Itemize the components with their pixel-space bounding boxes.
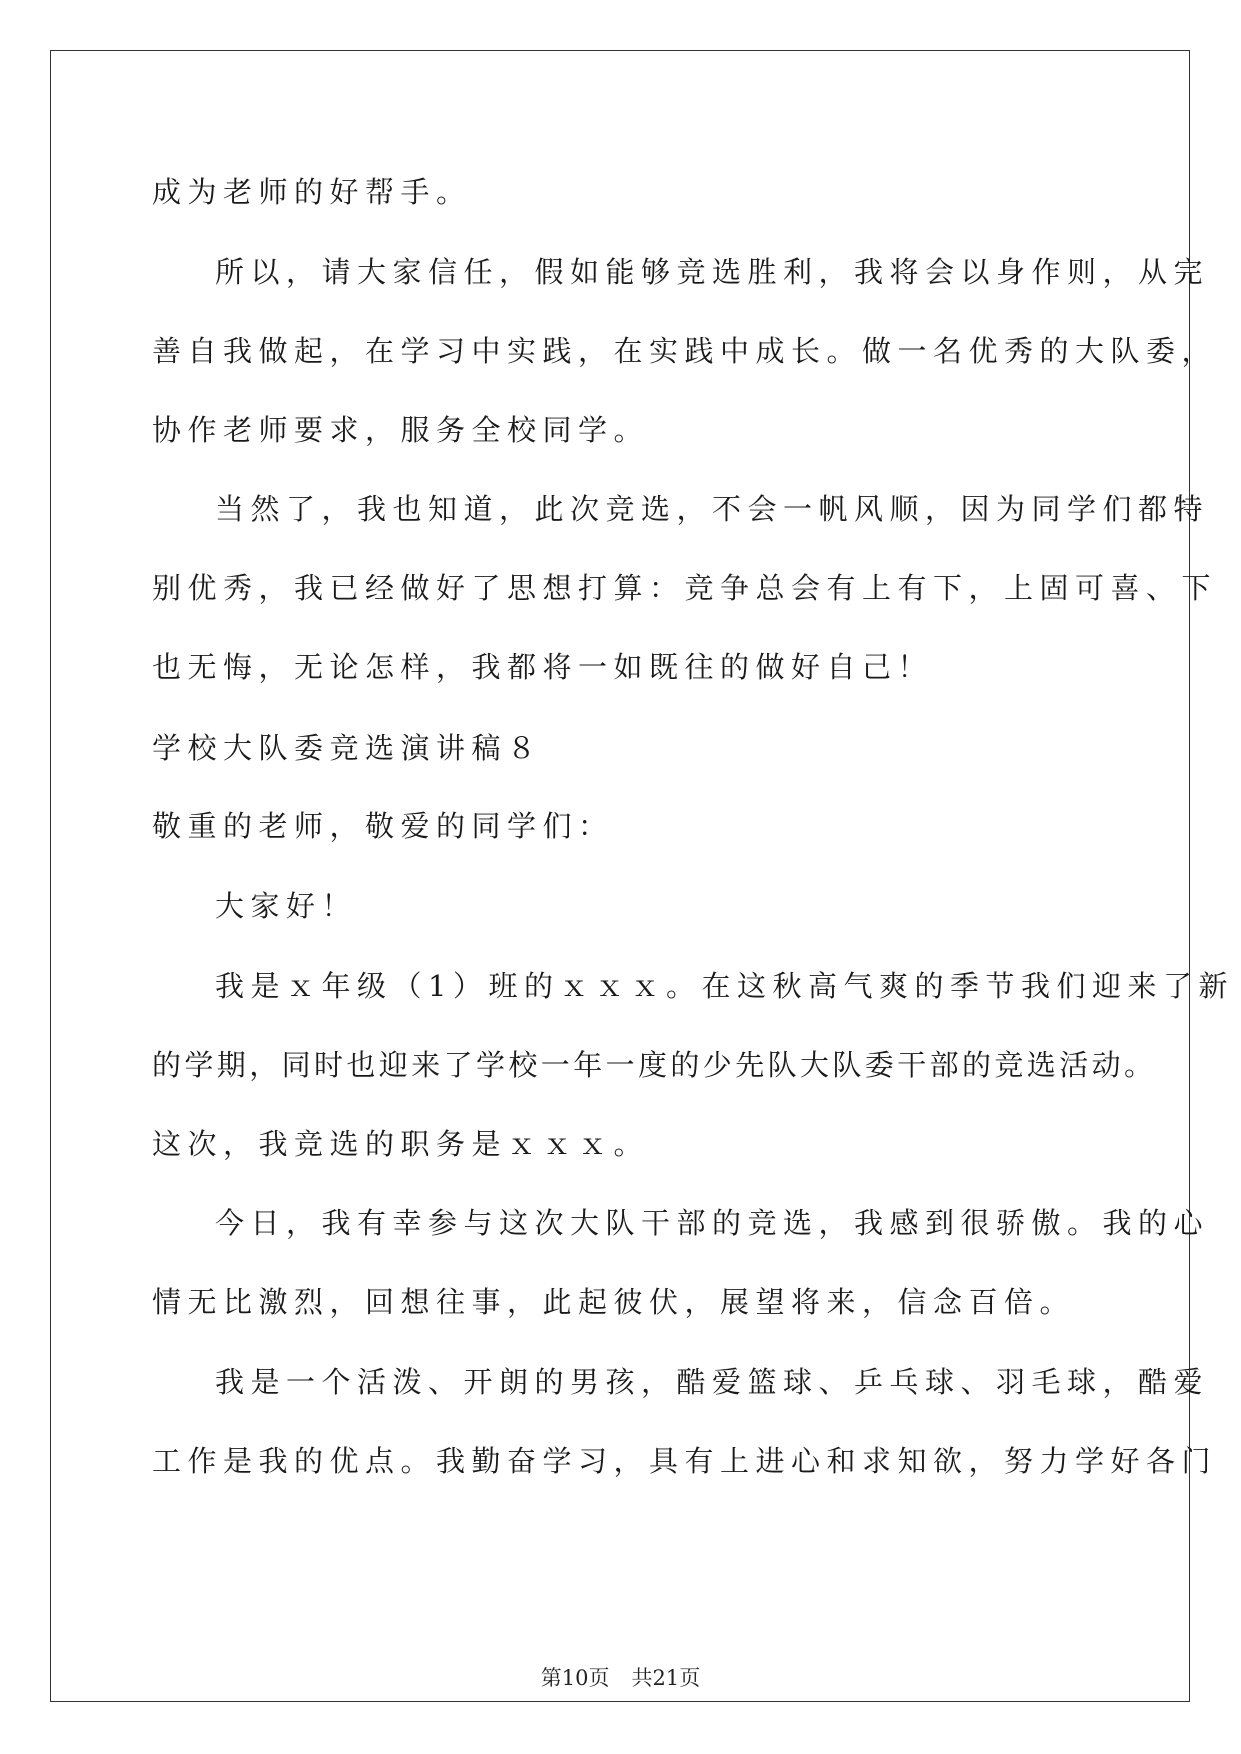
paragraph-line: 我是ｘ年级（1）班的ｘｘｘ。在这秋高气爽的季节我们迎来了新 <box>215 969 1234 1003</box>
text-line: 也无悔，无论怎样，我都将一如既往的做好自己！ <box>152 650 934 684</box>
paragraph-line: 当然了，我也知道，此次竞选，不会一帆风顺，因为同学们都特 <box>215 492 1210 526</box>
text-line: 成为老师的好帮手。 <box>152 175 472 209</box>
page-number: 第10页 <box>540 1666 610 1690</box>
text-line: 的学期，同时也迎来了学校一年一度的少先队大队委干部的竞选活动。 <box>152 1048 1157 1082</box>
section-heading: 学校大队委竞选演讲稿８ <box>152 731 543 765</box>
text-line: 善自我做起，在学习中实践，在实践中成长。做一名优秀的大队委， <box>152 334 1218 368</box>
text-line: 工作是我的优点。我勤奋学习，具有上进心和求知欲，努力学好各门 <box>152 1444 1218 1478</box>
text-line: 协作老师要求，服务全校同学。 <box>152 413 650 447</box>
text-line: 情无比激烈，回想往事，此起彼伏，展望将来，信念百倍。 <box>152 1285 1076 1319</box>
text-line: 别优秀，我已经做好了思想打算：竞争总会有上有下，上固可喜、下 <box>152 571 1218 605</box>
page-footer <box>0 1664 1241 1692</box>
page-total: 共21页 <box>631 1666 701 1690</box>
paragraph-line: 我是一个活泼、开朗的男孩，酷爱篮球、乒乓球、羽毛球，酷爱 <box>215 1365 1210 1399</box>
text-line: 这次，我竞选的职务是ｘｘｘ。 <box>152 1127 650 1161</box>
paragraph-line: 今日，我有幸参与这次大队干部的竞选，我感到很骄傲。我的心 <box>215 1206 1210 1240</box>
greeting: 大家好！ <box>215 889 358 923</box>
paragraph-line: 所以，请大家信任，假如能够竞选胜利，我将会以身作则，从完 <box>215 255 1210 289</box>
salutation: 敬重的老师，敬爱的同学们： <box>152 809 614 843</box>
